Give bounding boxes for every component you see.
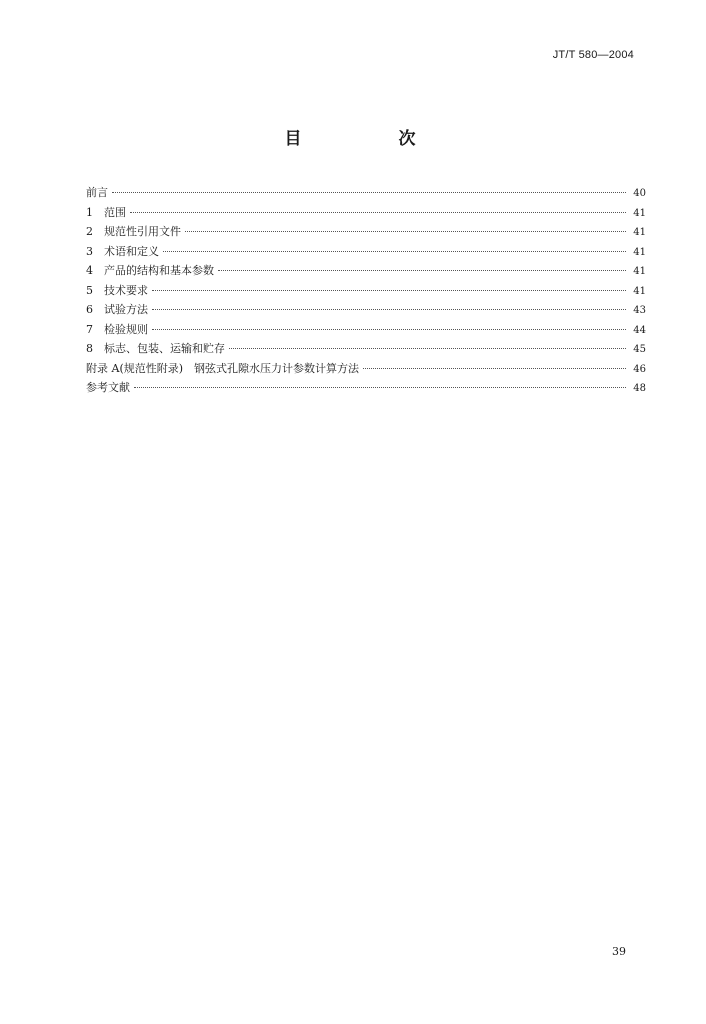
- toc-entry-page: 44: [633, 324, 646, 336]
- toc-entry-page: 41: [633, 227, 646, 238]
- toc-entry-label: 2 规范性引用文件: [86, 225, 181, 238]
- toc-entry-page: 41: [633, 285, 646, 297]
- toc-entry-label: 参考文献: [86, 381, 130, 394]
- toc-leader-dots: [152, 309, 626, 310]
- toc-entry[interactable]: [86, 184, 646, 204]
- toc-entry[interactable]: [86, 340, 646, 360]
- toc-entry-page: 45: [633, 344, 646, 355]
- toc-entry[interactable]: [86, 360, 646, 380]
- toc-entry[interactable]: [86, 321, 646, 341]
- toc-leader-dots: [229, 348, 626, 349]
- toc-entry[interactable]: [86, 223, 646, 243]
- page-number: 39: [612, 945, 626, 958]
- table-of-contents: [86, 184, 646, 399]
- toc-leader-dots: [363, 368, 626, 369]
- toc-entry-page: 43: [633, 305, 646, 316]
- toc-entry[interactable]: [86, 243, 646, 263]
- toc-leader-dots: [218, 270, 626, 271]
- toc-entry-page: 41: [633, 266, 646, 277]
- toc-leader-dots: [163, 251, 626, 252]
- toc-leader-dots: [134, 387, 626, 388]
- toc-entry-page: 41: [633, 246, 646, 258]
- toc-entry[interactable]: [86, 379, 646, 399]
- toc-entry-label: 4 产品的结构和基本参数: [86, 264, 214, 277]
- toc-entry[interactable]: [86, 282, 646, 302]
- toc-entry-page: 40: [633, 188, 646, 199]
- toc-entry-label: 8 标志、包装、运输和贮存: [86, 342, 225, 355]
- toc-entry[interactable]: [86, 262, 646, 282]
- toc-entry-page: 48: [633, 383, 646, 394]
- toc-leader-dots: [152, 290, 626, 291]
- page-title: 目 次: [284, 129, 456, 149]
- toc-leader-dots: [130, 212, 626, 213]
- toc-entry-label: 1 范围: [86, 205, 126, 219]
- toc-leader-dots: [112, 192, 626, 193]
- toc-entry-label: 附录 A(规范性附录) 钢弦式孔隙水压力计参数计算方法: [86, 361, 360, 375]
- toc-entry[interactable]: [86, 204, 646, 224]
- toc-entry-page: 41: [633, 207, 646, 219]
- toc-entry-label: 3 术语和定义: [86, 244, 159, 258]
- toc-entry-label: 6 试验方法: [86, 303, 148, 316]
- toc-leader-dots: [152, 329, 626, 330]
- standard-code: JT/T 580—2004: [552, 49, 634, 61]
- toc-entry-page: 46: [633, 363, 646, 375]
- toc-entry-label: 前言: [86, 186, 108, 199]
- toc-entry[interactable]: [86, 301, 646, 321]
- toc-entry-label: 7 检验规则: [86, 322, 148, 336]
- toc-leader-dots: [185, 231, 626, 232]
- toc-entry-label: 5 技术要求: [86, 283, 148, 297]
